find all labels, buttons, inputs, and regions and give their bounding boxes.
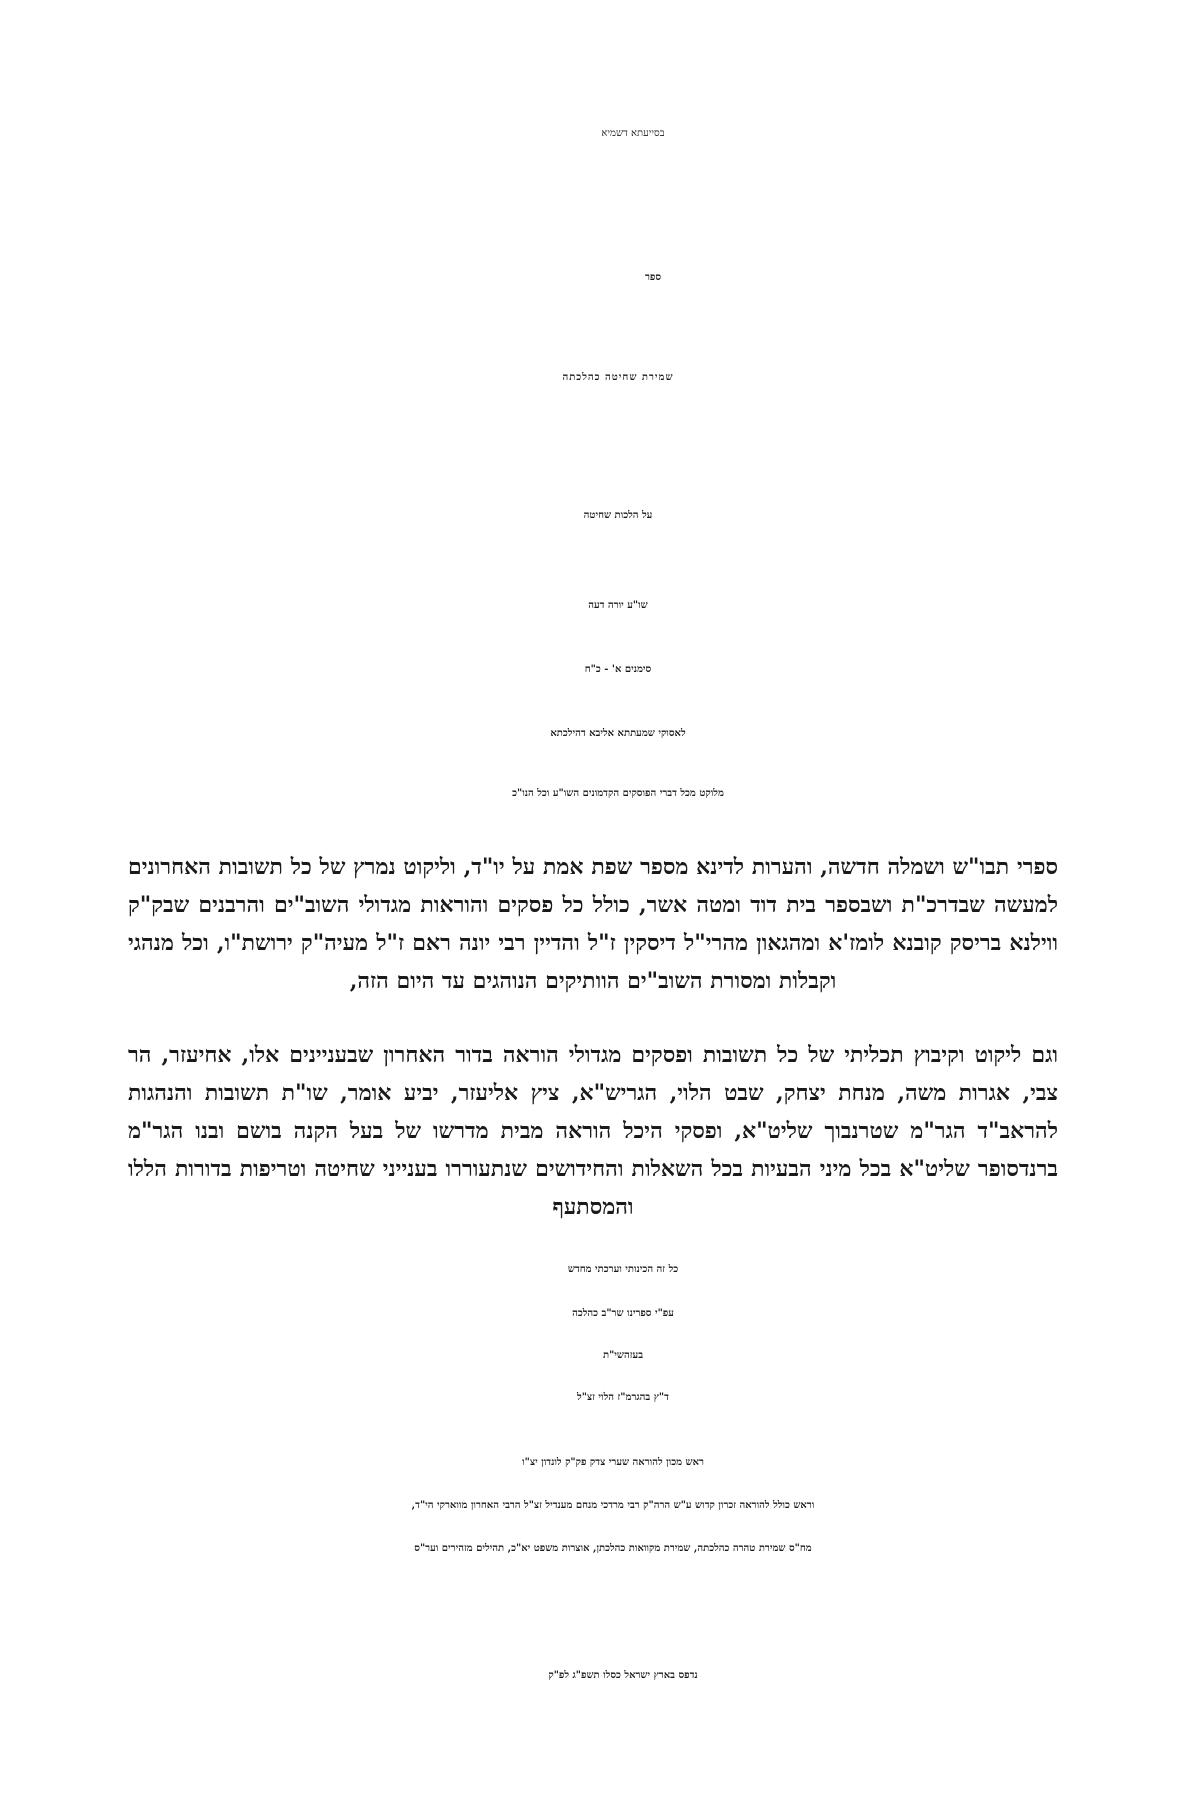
description-paragraph-2: וגם ליקוט וקיבוץ תכליתי של כל תשובות ופסקים מגדולי הוראה בדור האחרון שבעניינים אלו, אחיעזר, הר צבי, אגרות משה, מנחת יצחק, שבט הלוי, הגריש"א, ציץ אליעזר, יביע אומר, שו"ת תשובות והנהגות להראב"ד הגר"מ שטרנבוך שליט"א, ופסקי היכל הוראה מבית מדרשו של בעל הקנה בושם ובנו הגר"מ ברנדסופר שליט"א בכל מיני הבעיות בכל השאלות והחידושים שנתעוררו בענייני שחיטה וטריפות בדורות הללו והמסתעף [128, 1042, 1059, 1220]
author-name: ד"ץ בהגרמ"ז הלוי זצ"ל [577, 1392, 669, 1403]
description-paragraph-1: ספרי תבו"ש ושמלה חדשה, והערות לדינא מספר שפת אמת על יו"ד, וליקוט נמרץ של כל תשובות האחרונים למעשה שבדרכ"ת ושבספר בית דוד ומטה אשר, כולל כל פסקים והוראות מגדולי השוב"ים והרבנים שבק"ק ווילנא בריסק קובנא לומז'א ומהגאון מהרי"ל דיסקין ז"ל והדיין רבי יונה ראם ז"ל מעיה"ק ירושת"ו, וכל מנהגי וקבלות ומסורת השוב"ים הוותיקים הנוהגים עד היום הזה, [128, 854, 1058, 994]
credit-line-2: עפ"י ספרינו שר"ב כהלכה [572, 1308, 674, 1319]
printing-info: נדפס בארץ ישראל כסלו תשפ"ג לפ"ק [548, 1670, 698, 1681]
purpose-line: לאסוקי שמעתתא אליבא דהילכתא [550, 728, 686, 739]
book-title: שמירת שחיטה כהלכתה [562, 372, 674, 383]
simanim-range: סימנים א' - כ"ח [584, 664, 652, 675]
author-role-3: מח"ס שמירת טהרה כהלכתה, שמירת מקוואות כהלכתן, אוצרות משפט יא"כ, תהילים מזהירים וער"ס [414, 1543, 812, 1554]
compiled-line: מלוקט מכל דברי הפוסקים הקדמונים השו"ע וכל הנו"כ [512, 788, 724, 799]
credit-line-3: בעזהשי"ת [602, 1350, 644, 1361]
section-name: שו"ע יורה דעה [588, 600, 648, 611]
author-role-2: וראש כולל להוראה זכרון קדוש ע"ש הרה"ק רבי מרדכי מנחם מענדיל זצ"ל הרבי האחרון מווארקי הי"ד, [411, 1500, 815, 1511]
book-subtitle: על הלכות שחיטה [583, 510, 653, 521]
sefer-label: ספר [644, 272, 662, 283]
credit-line-1: כל זה הכינותי וערכתי מחדש [567, 1264, 679, 1275]
invocation-text: בסייעתא דשמיא [601, 128, 665, 139]
author-role-1: ראש מכון להוראה שערי צדק פק"ק לונדון יצ"ו [522, 1457, 704, 1468]
